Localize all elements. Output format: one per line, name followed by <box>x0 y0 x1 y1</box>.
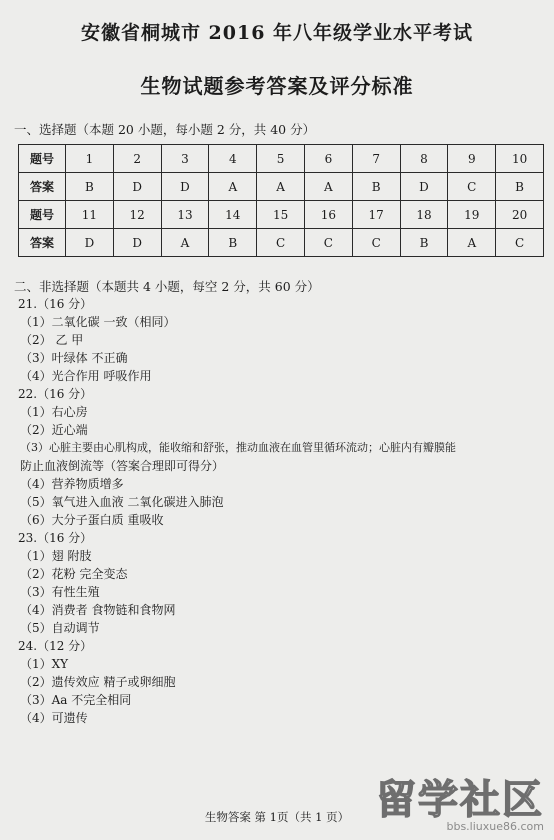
answer-cell: C <box>448 173 496 201</box>
answer-line: （3）Aa 不完全相同 <box>20 693 132 707</box>
answer-cell: B <box>209 229 257 257</box>
answer-cell: C <box>304 229 352 257</box>
answer-cell: D <box>113 229 161 257</box>
answer-label: 答案 <box>19 229 66 257</box>
question-heading: 22.（16 分） <box>18 387 93 401</box>
question-number: 11 <box>66 201 114 229</box>
question-number: 12 <box>113 201 161 229</box>
watermark-url: bbs.liuxue86.com <box>446 820 544 833</box>
question-number: 18 <box>400 201 448 229</box>
answer-cell: A <box>257 173 305 201</box>
section-non-choice-heading: 二、非选择题（本题共 4 小题，每空 2 分，共 60 分） <box>14 279 320 294</box>
question-number: 2 <box>113 145 161 173</box>
question-number: 5 <box>257 145 305 173</box>
page-footer: 生物答案 第 1页（共 1 页） <box>204 810 350 824</box>
answer-label: 答案 <box>19 173 66 201</box>
answer-cell: A <box>161 229 209 257</box>
question-heading: 24.（12 分） <box>18 639 93 653</box>
question-number: 14 <box>209 201 257 229</box>
answer-line: （2）遗传效应 精子或卵细胞 <box>20 675 176 689</box>
question-number: 13 <box>161 201 209 229</box>
answer-line: 防止血液倒流等（答案合理即可得分） <box>20 459 225 473</box>
answer-line: （4）可遗传 <box>20 711 88 725</box>
question-heading: 21.（16 分） <box>18 297 93 311</box>
question-number: 7 <box>352 145 400 173</box>
watermark-logo: 留学社区 <box>376 777 544 823</box>
answer-cell: A <box>448 229 496 257</box>
table-row <box>19 173 544 201</box>
answer-line: （2）花粉 完全变态 <box>20 567 128 581</box>
answer-cell: C <box>352 229 400 257</box>
question-number: 4 <box>209 145 257 173</box>
answer-cell: B <box>496 173 544 201</box>
question-number: 6 <box>304 145 352 173</box>
answer-line: （1）二氧化碳 一致（相同） <box>20 315 176 329</box>
question-number: 10 <box>496 145 544 173</box>
answer-line: （2） 乙 甲 <box>20 333 84 347</box>
answer-line: （2）近心端 <box>20 423 88 437</box>
answer-line: （1）翅 附肢 <box>20 549 92 563</box>
answer-cell: B <box>400 229 448 257</box>
answer-line: （1）右心房 <box>20 405 88 419</box>
answer-cell: B <box>352 173 400 201</box>
question-number: 1 <box>66 145 114 173</box>
question-heading: 23.（16 分） <box>18 531 93 545</box>
question-number: 8 <box>400 145 448 173</box>
answer-cell: D <box>400 173 448 201</box>
question-label: 题号 <box>19 145 66 173</box>
answer-cell: C <box>257 229 305 257</box>
answer-line: （4）营养物质增多 <box>20 477 124 491</box>
answer-line: （1）XY <box>20 657 69 671</box>
answer-key-title: 生物试题参考答案及评分标准 <box>140 74 414 98</box>
table-row <box>19 145 544 173</box>
table-row <box>19 229 544 257</box>
question-number: 19 <box>448 201 496 229</box>
question-number: 3 <box>161 145 209 173</box>
answer-line: （4）光合作用 呼吸作用 <box>20 369 152 383</box>
answer-cell: A <box>304 173 352 201</box>
section-multiple-choice-heading: 一、选择题（本题 20 小题，每小题 2 分，共 40 分） <box>14 122 316 137</box>
answer-cell: D <box>161 173 209 201</box>
answer-line: （3）心脏主要由心肌构成，能收缩和舒张，推动血液在血管里循环流动；心脏内有瓣膜能 <box>20 441 456 454</box>
answer-cell: B <box>66 173 114 201</box>
table-row <box>19 201 544 229</box>
answer-cell: C <box>496 229 544 257</box>
question-number: 16 <box>304 201 352 229</box>
question-label: 题号 <box>19 201 66 229</box>
answer-cell: D <box>66 229 114 257</box>
exam-title: 安徽省桐城市 2016 年八年级学业水平考试 <box>80 22 474 44</box>
answer-line: （5）自动调节 <box>20 621 100 635</box>
answer-line: （3）有性生殖 <box>20 585 100 599</box>
answer-line: （5）氧气进入血液 二氧化碳进入肺泡 <box>20 495 224 509</box>
watermark <box>376 778 544 833</box>
question-number: 17 <box>352 201 400 229</box>
answer-table <box>18 144 544 257</box>
answer-cell: D <box>113 173 161 201</box>
question-number: 15 <box>257 201 305 229</box>
answer-line: （4）消费者 食物链和食物网 <box>20 603 176 617</box>
answer-line: （6）大分子蛋白质 重吸收 <box>20 513 164 527</box>
answer-line: （3）叶绿体 不正确 <box>20 351 128 365</box>
answer-cell: A <box>209 173 257 201</box>
question-number: 20 <box>496 201 544 229</box>
question-number: 9 <box>448 145 496 173</box>
